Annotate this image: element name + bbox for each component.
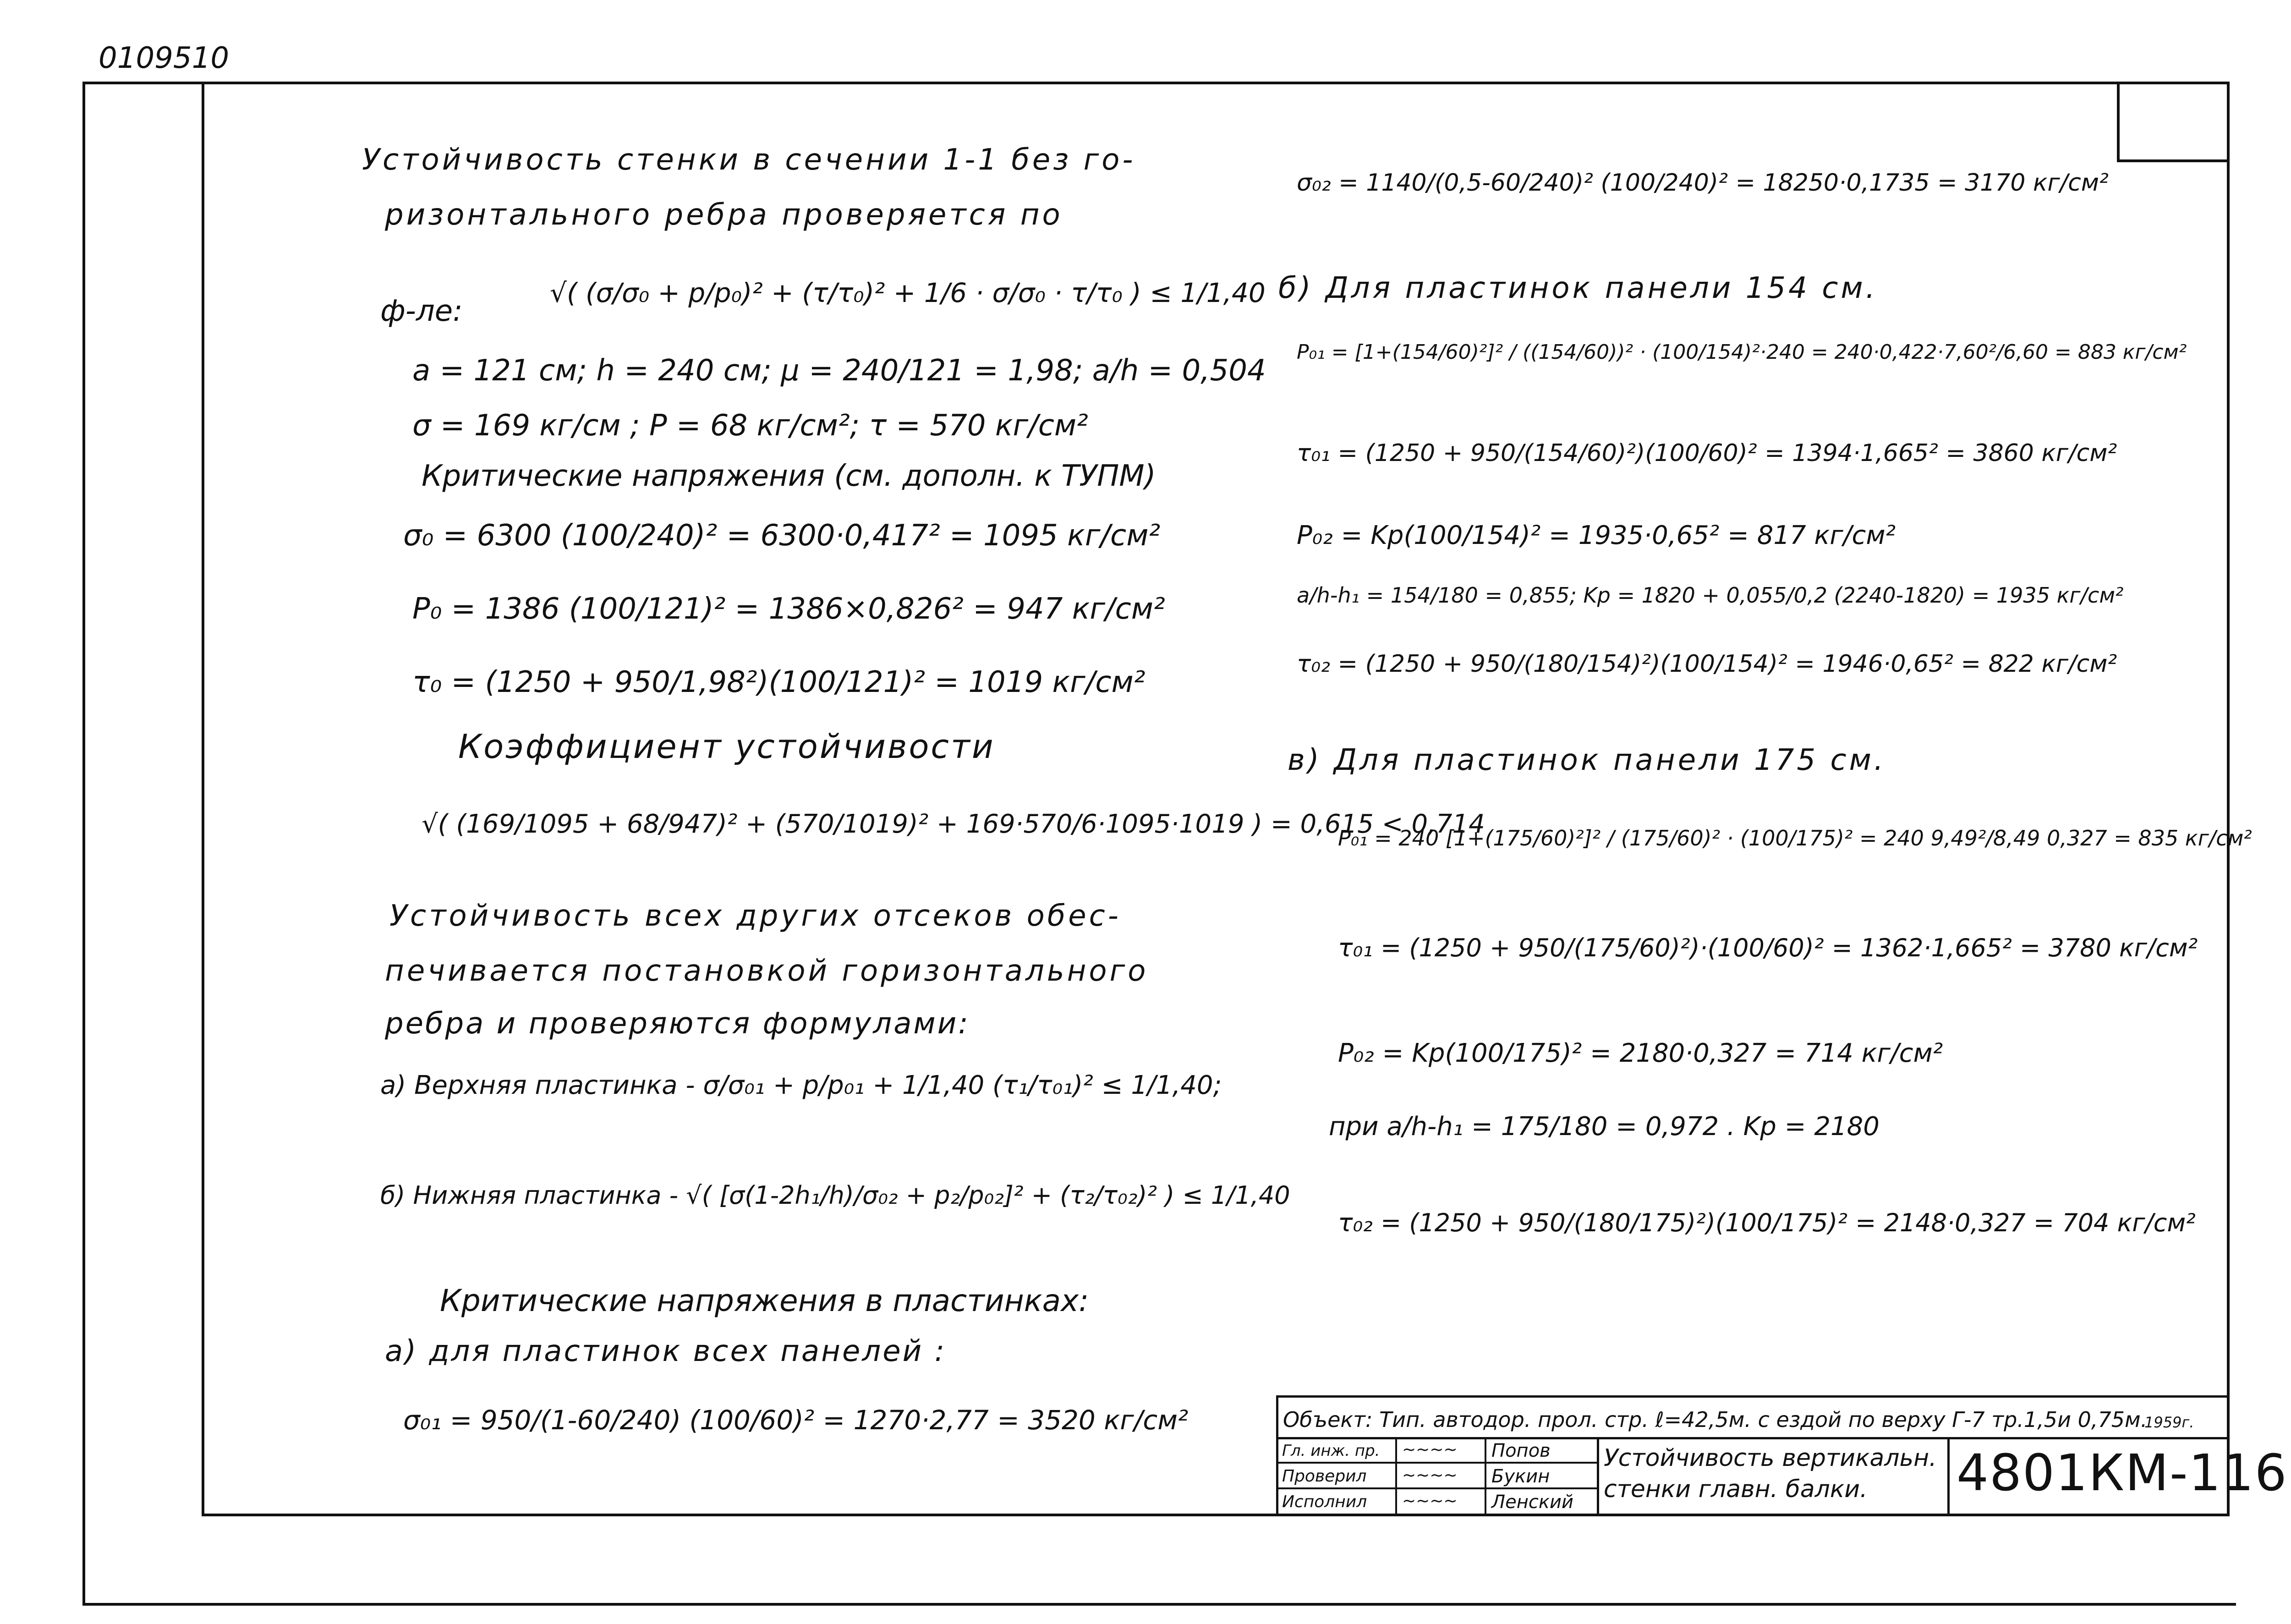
sheet-title-line-1: Устойчивость вертикальн. — [1604, 1444, 1937, 1472]
formula-label: ф-ле: — [380, 294, 463, 328]
formula: a/h-h₁ = 154/180 = 0,855; Kp = 1820 + 0,055/0,2 (2240-1820) = 1935 кг/см² — [1297, 583, 2124, 608]
role-performed: Исполнил — [1282, 1492, 1367, 1511]
formula: б) Нижняя пластинка - √( [σ(1-2h₁/h)/σ₀₂ + p₂/p₀₂]² + (τ₂/τ₀₂)² ) ≤ 1/1,40 — [380, 1181, 1290, 1210]
text-line: Устойчивость всех других отсеков обес- — [389, 899, 1121, 933]
text-line: Критические напряжения (см. дополн. к ТУПМ) — [422, 459, 1156, 493]
formula: √( (σ/σ₀ + p/p₀)² + (τ/τ₀)² + 1/6 · σ/σ₀ · τ/τ₀ ) ≤ 1/1,40 — [550, 277, 1266, 308]
formula: σ₀ = 6300 (100/240)² = 6300·0,417² = 1095 кг/см² — [403, 519, 1161, 553]
formula: P₀₁ = [1+(154/60)²]² / ((154/60))² · (100/154)²·240 = 240·0,422·7,60²/6,60 = 883 кг/см² — [1297, 340, 2187, 364]
role-checked: Проверил — [1282, 1467, 1367, 1486]
name-popov: Попов — [1491, 1440, 1551, 1461]
formula: τ₀₂ = (1250 + 950/(180/154)²)(100/154)² = 1946·0,65² = 822 кг/см² — [1297, 650, 2117, 678]
corner-box — [2117, 82, 2230, 162]
sheet-id: 0109510 — [99, 41, 230, 75]
formula: σ₀₁ = 950/(1-60/240) (100/60)² = 1270·2,77 = 3520 кг/см² — [403, 1405, 1189, 1436]
year-text: 1959г. — [2144, 1414, 2194, 1431]
heading: Критические напряжения в пластинках: — [440, 1283, 1089, 1318]
drawing-code: 4801КМ-116 — [1957, 1443, 2288, 1502]
name-lensky: Ленский — [1491, 1492, 1573, 1513]
heading: в) Для пластинок панели 175 см. — [1288, 743, 1886, 777]
text-line: a = 121 см; h = 240 см; μ = 240/121 = 1,98; a/h = 0,504 — [412, 354, 1266, 388]
formula: τ₀ = (1250 + 950/1,98²)(100/121)² = 1019 кг/см² — [412, 665, 1146, 699]
text-line: а) для пластинок всех панелей : — [385, 1334, 947, 1368]
role-chief-engineer: Гл. инж. пр. — [1282, 1442, 1380, 1460]
formula: τ₀₂ = (1250 + 950/(180/175)²)(100/175)² = 2148·0,327 = 704 кг/см² — [1338, 1208, 2196, 1237]
signature: ~~~~ — [1402, 1440, 1458, 1459]
sheet-title-line-2: стенки главн. балки. — [1604, 1476, 1868, 1503]
formula: P₀₂ = Kp(100/175)² = 2180·0,327 = 714 кг/см² — [1338, 1038, 1943, 1068]
formula: τ₀₁ = (1250 + 950/(175/60)²)·(100/60)² = 1362·1,665² = 3780 кг/см² — [1338, 933, 2198, 962]
signature: ~~~~ — [1402, 1492, 1458, 1510]
text-line: Устойчивость стенки в сечении 1-1 без го- — [362, 143, 1136, 177]
formula: σ₀₂ = 1140/(0,5-60/240)² (100/240)² = 18250·0,1735 = 3170 кг/см² — [1297, 169, 2109, 197]
formula: P₀₁ = 240 [1+(175/60)²]² / (175/60)² · (100/175)² = 240 9,49²/8,49 0,327 = 835 кг/см² — [1338, 826, 2252, 850]
name-bukin: Букин — [1491, 1466, 1550, 1487]
formula: P₀₂ = Kp(100/154)² = 1935·0,65² = 817 кг/см² — [1297, 521, 1896, 550]
heading: б) Для пластинок панели 154 см. — [1278, 271, 1878, 305]
text-line: σ = 169 кг/см ; P = 68 кг/см²; τ = 570 кг/см² — [412, 409, 1088, 443]
signature: ~~~~ — [1402, 1466, 1458, 1485]
text-line: ризонтального ребра проверяется по — [385, 198, 1063, 232]
formula: а) Верхняя пластинка - σ/σ₀₁ + p/p₀₁ + 1/1,40 (τ₁/τ₀₁)² ≤ 1/1,40; — [380, 1070, 1222, 1100]
frame-bottom-rule — [82, 1603, 2236, 1606]
formula: P₀ = 1386 (100/121)² = 1386×0,826² = 947 кг/см² — [412, 592, 1165, 626]
formula: при a/h-h₁ = 175/180 = 0,972 . Kp = 2180 — [1329, 1112, 1880, 1141]
text-line: ребра и проверяются формулами: — [385, 1007, 970, 1041]
heading: Коэффициент устойчивости — [458, 727, 995, 766]
formula: τ₀₁ = (1250 + 950/(154/60)²)(100/60)² = 1394·1,665² = 3860 кг/см² — [1297, 439, 2117, 467]
object-text: Объект: Тип. автодор. прол. стр. ℓ=42,5м. с ездой по верху Г-7 тр.1,5и 0,75м. — [1283, 1407, 2148, 1432]
formula: √( (169/1095 + 68/947)² + (570/1019)² + 169·570/6·1095·1019 ) = 0,615 < 0,714 — [422, 809, 1485, 839]
text-line: печивается постановкой горизонтального — [385, 954, 1149, 988]
